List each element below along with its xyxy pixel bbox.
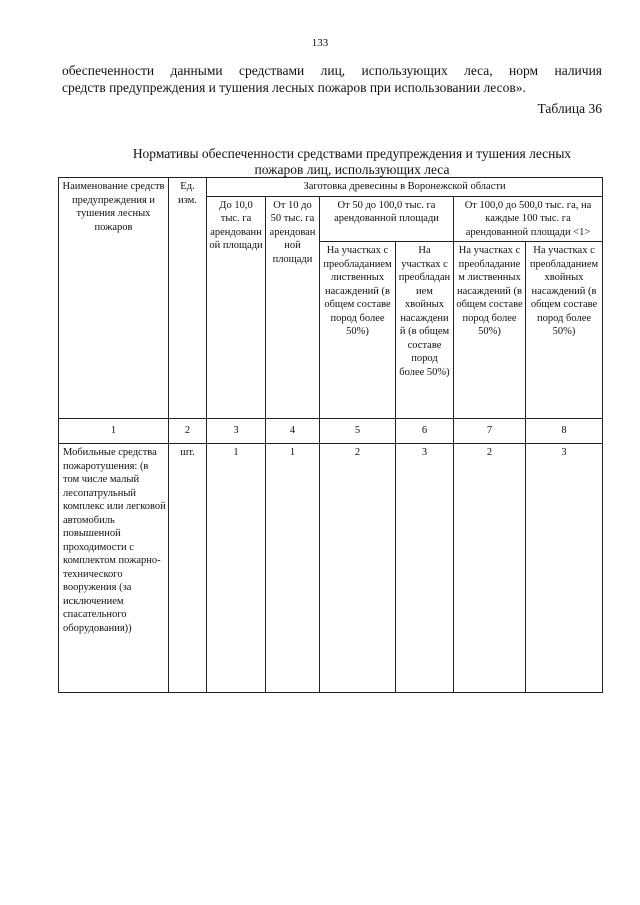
header-row-1 [59,178,603,197]
col-number: 3 [207,419,266,444]
table-label: Таблица 36 [537,101,602,116]
header-up-to-10: До 10,0 тыс. га арендованной площади [207,196,266,419]
paragraph-line-1: обеспеченности данными средствами лиц, использующих леса, норм наличия [62,63,602,78]
header-col-6: На участках с преобладанием хвойных насаждений (в общем составе пород более 50%) [396,242,454,419]
header-col-5: На участках с преобладанием лиственных насаждений (в общем составе пород более 50%) [320,242,396,419]
table-title-line-1: Нормативы обеспеченности средствами предупреждения и тушения лесных [132,146,572,161]
table-row [59,444,603,693]
row-value: 3 [396,444,454,693]
col-number: 6 [396,419,454,444]
header-col-8: На участках с преобладанием хвойных насаждений (в общем составе пород более 50%) [526,242,603,419]
row-value: 2 [454,444,526,693]
table-title-line-2: пожаров лиц, использующих леса [254,162,450,177]
col-number: 8 [526,419,603,444]
header-100-500: От 100,0 до 500,0 тыс. га, на каждые 100 тыс. га арендованной площади <1> [454,196,603,242]
column-numbers-row [59,419,603,444]
row-value: 3 [526,444,603,693]
col-number: 7 [454,419,526,444]
col-number: 4 [266,419,320,444]
row-value: 1 [207,444,266,693]
row-value: 1 [266,444,320,693]
row-value: 2 [320,444,396,693]
row-unit: шт. [169,444,207,693]
header-unit: Ед. изм. [169,178,207,419]
header-col-7: На участках с преобладанием лиственных насаждений (в общем составе пород более 50%) [454,242,526,419]
paragraph [62,62,602,96]
header-50-100: От 50 до 100,0 тыс. га арендованной площади [320,196,454,242]
standards-table [58,177,603,693]
col-number: 5 [320,419,396,444]
header-10-50: От 10 до 50 тыс. га арендованной площади [266,196,320,419]
table-title [62,146,640,178]
row-name: Мобильные средства пожаротушения: (в том числе малый лесопатрульный комплекс или легковой автомобиль повышенной проходимости с комплектом пожарно-технического вооружения (за исключением спасательного оборудования)) [59,444,169,693]
col-number: 2 [169,419,207,444]
header-group-harvest: Заготовка древесины в Воронежской области [207,178,603,197]
header-name: Наименование средств предупреждения и тушения лесных пожаров [59,178,169,419]
paragraph-line-2: средств предупреждения и тушения лесных пожаров при использовании лесов». [62,80,526,95]
col-number: 1 [59,419,169,444]
page-number: 133 [311,37,329,49]
